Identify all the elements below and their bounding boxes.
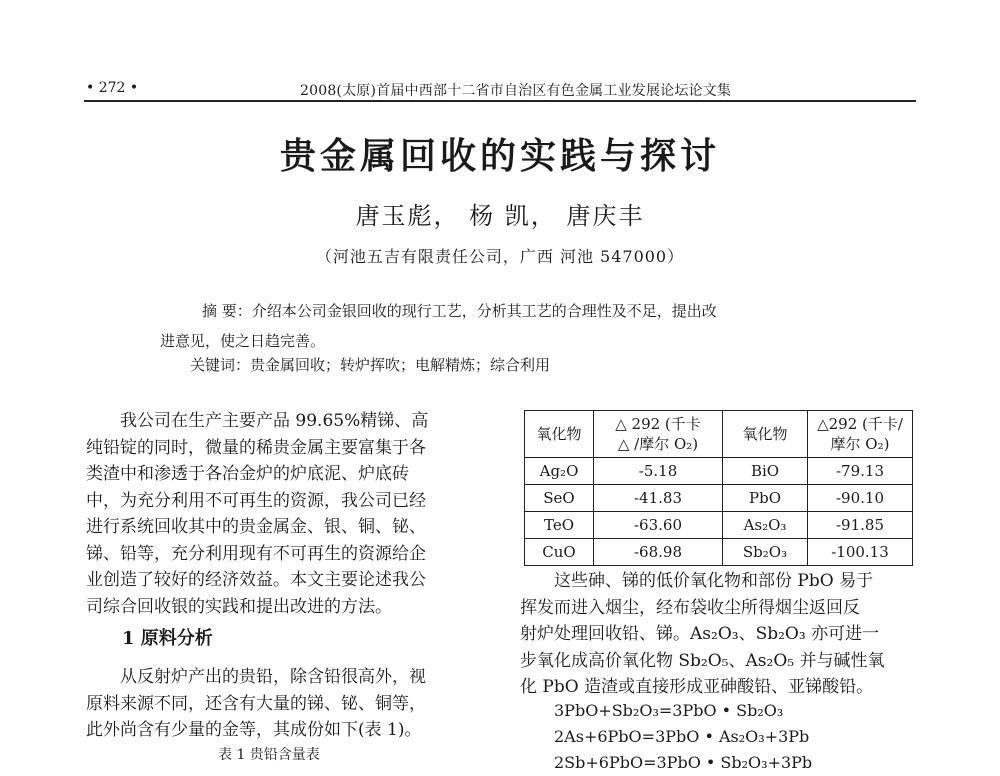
- text-line: 锑、铅等，充分利用现有不可再生的资源给企: [86, 543, 426, 564]
- table-cell: BiO: [723, 458, 808, 485]
- text-line: 化 PbO 造渣或直接形成亚砷酸铅、亚锑酸铅。: [520, 677, 874, 697]
- oxide-table: [524, 410, 913, 566]
- table-header-cell: 氧化物: [525, 411, 594, 458]
- table-cell: PbO: [723, 485, 808, 512]
- table-header-cell: 氧化物: [723, 411, 808, 458]
- table-row: [525, 485, 913, 512]
- text-line: 纯铅锭的同时，微量的稀贵金属主要富集于各: [86, 437, 426, 458]
- equation: 2As+6PbO=3PbO • As₂O₃+3Pb: [554, 727, 810, 746]
- table-cell: Ag₂O: [525, 458, 594, 485]
- table-cell: -79.13: [808, 458, 913, 485]
- author-list: 唐玉彪， 杨 凯， 唐庆丰: [355, 202, 645, 230]
- table-row: [525, 539, 913, 566]
- keywords: 关键词：贵金属回收；转炉挥吹；电解精炼；综合利用: [190, 356, 551, 374]
- paper-title: 贵金属回收的实践与探讨: [279, 135, 720, 177]
- table-header-cell: △ 292 (千卡 △ /摩尔 O₂): [594, 411, 723, 458]
- table-cell: TeO: [525, 512, 594, 539]
- text-line: 业创造了较好的经济效益。本文主要论述我公: [86, 570, 426, 590]
- table-cell: SeO: [525, 485, 594, 512]
- equation: 2Sb+6PbO=3PbO • Sb₂O₃+3Pb: [554, 753, 813, 772]
- text-line: 射炉处理回收铅、锑。As₂O₃、Sb₂O₃ 亦可进一: [520, 624, 880, 644]
- table-cell: -41.83: [594, 485, 723, 512]
- text-line: 类渣中和渗透于各冶金炉的炉底泥、炉底砖: [86, 464, 409, 484]
- text-line: 中，为充分利用不可再生的资源，我公司已经: [86, 490, 426, 511]
- abstract: [160, 296, 860, 356]
- equation: 3PbO+Sb₂O₃=3PbO • Sb₂O₃: [554, 701, 784, 720]
- abstract-line-1: 摘 要：介绍本公司金银回收的现行工艺，分析其工艺的合理性及不足，提出改: [202, 302, 717, 320]
- running-title: 2008(太原)首届中西部十二省市自治区有色金属工业发展论坛论文集: [300, 83, 732, 99]
- table-cell: Sb₂O₃: [723, 539, 808, 566]
- table-header-cell: △292 (千卡/ 摩尔 O₂): [808, 411, 913, 458]
- text-line: 从反射炉产出的贵铅，除含铅很高外，视: [120, 667, 426, 687]
- text-line: 这些砷、锑的低价氧化物和部份 PbO 易于: [554, 571, 874, 591]
- page-number: • 272 •: [86, 80, 139, 96]
- table-cell: -90.10: [808, 485, 913, 512]
- table-cell: -91.85: [808, 512, 913, 539]
- section-paragraph: [86, 664, 478, 744]
- text-line: 进行系统回收其中的贵金属金、银、铜、铋、: [86, 517, 426, 537]
- equation-list: [554, 698, 812, 776]
- text-line: 挥发而进入烟尘，经布袋收尘所得烟尘返回反: [520, 597, 860, 618]
- table-cell: -100.13: [808, 539, 913, 566]
- table-cell: -63.60: [594, 512, 723, 539]
- header-rule: [84, 100, 916, 102]
- table-cell: -68.98: [594, 539, 723, 566]
- abstract-line-2: 进意见，使之日趋完善。: [160, 332, 326, 350]
- affiliation: （河池五吉有限责任公司，广西 河池 547000）: [315, 247, 685, 266]
- text-line: 步氧化成高价氧化物 Sb₂O₅、As₂O₅ 并与碱性氧: [520, 650, 885, 671]
- right-paragraph: [520, 568, 912, 701]
- intro-paragraph: [86, 408, 478, 620]
- table-header-row: [525, 411, 913, 458]
- text-line: 我公司在生产主要产品 99.65%精锑、高: [120, 411, 429, 431]
- table-caption: 表 1 贵铅含量表: [218, 747, 320, 763]
- text-line: 原料来源不同，还含有大量的锑、铋、铜等，: [86, 693, 426, 714]
- text-line: 此外尚含有少量的金等，其成份如下(表 1)。: [86, 720, 422, 740]
- table-cell: As₂O₃: [723, 512, 808, 539]
- section-heading: 1 原料分析: [122, 628, 213, 649]
- text-line: 司综合回收银的实践和提出改进的方法。: [86, 596, 392, 617]
- table-row: [525, 512, 913, 539]
- table-row: [525, 458, 913, 485]
- table-cell: -5.18: [594, 458, 723, 485]
- table-cell: CuO: [525, 539, 594, 566]
